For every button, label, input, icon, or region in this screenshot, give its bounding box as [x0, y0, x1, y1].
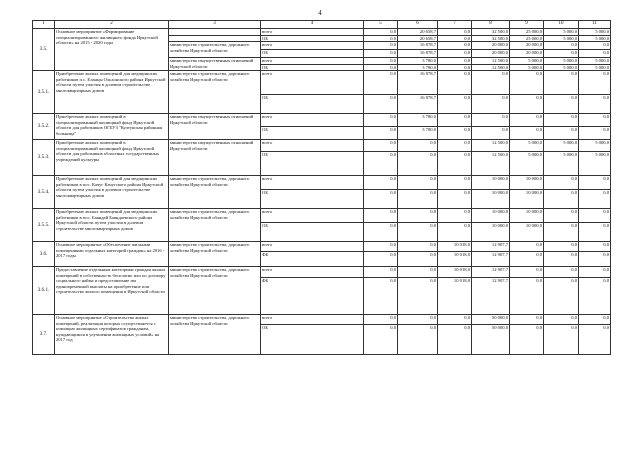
- value-cell: 0,0: [472, 71, 510, 95]
- value-cell: 5 000,0: [544, 140, 579, 152]
- value-cell: 0,0: [472, 127, 510, 140]
- funding-source: ОБ: [261, 190, 364, 209]
- table-row: [33, 267, 611, 278]
- value-cell: 0,0: [364, 176, 398, 190]
- value-cell: 12 500,0: [472, 152, 510, 176]
- value-cell: 20 000,0: [510, 42, 544, 50]
- value-cell: 0,0: [438, 114, 472, 127]
- value-cell: 5 000,0: [510, 152, 544, 176]
- funding-source: всего: [261, 176, 364, 190]
- executor: министерство строительства, дорожного хозяйства Иркутской области: [169, 42, 261, 58]
- value-cell: 0,0: [544, 267, 579, 278]
- value-cell: 0,0: [544, 209, 579, 223]
- value-cell: 0,0: [544, 315, 579, 325]
- value-cell: 10 018,0: [438, 278, 472, 315]
- funding-source: ОБ: [261, 64, 364, 71]
- value-cell: 3 780,0: [398, 58, 438, 65]
- funding-source: ОБ: [261, 152, 364, 176]
- table-row: [33, 176, 611, 190]
- value-cell: 10 000,0: [510, 190, 544, 209]
- value-cell: 0,0: [510, 114, 544, 127]
- header-cell: 3: [169, 21, 261, 29]
- value-cell: 5 000,0: [510, 64, 544, 71]
- value-cell: 0,0: [579, 252, 611, 267]
- value-cell: 3 780,0: [398, 127, 438, 140]
- value-cell: 0,0: [438, 176, 472, 190]
- value-cell: 5 000,0: [544, 152, 579, 176]
- value-cell: 10 000,0: [472, 190, 510, 209]
- value-cell: 20 658,7: [398, 29, 438, 36]
- value-cell: 0,0: [398, 278, 438, 315]
- value-cell: 0,0: [438, 50, 472, 58]
- value-cell: 0,0: [544, 42, 579, 50]
- item-code: 3.6.: [33, 242, 55, 267]
- value-cell: 0,0: [364, 71, 398, 95]
- value-cell: 10 000,0: [472, 223, 510, 242]
- value-cell: 0,0: [544, 95, 579, 114]
- value-cell: 0,0: [398, 209, 438, 223]
- value-cell: 5 000,0: [579, 140, 611, 152]
- value-cell: 0,0: [398, 140, 438, 152]
- funding-source: ОБ: [261, 35, 364, 42]
- value-cell: 5 000,0: [544, 64, 579, 71]
- item-name: Приобретение жилых помещений для медицинских работников в пос. Баяндай Баяндаевского района Иркутской области путем участия в долевом строительстве многоквартирных домов: [55, 209, 169, 242]
- value-cell: 0,0: [364, 95, 398, 114]
- value-cell: 16 878,7: [398, 42, 438, 50]
- value-cell: 10 000,0: [510, 176, 544, 190]
- value-cell: 0,0: [510, 242, 544, 252]
- value-cell: 12 500,0: [472, 58, 510, 65]
- value-cell: 0,0: [398, 152, 438, 176]
- value-cell: 0,0: [438, 42, 472, 50]
- value-cell: 0,0: [579, 267, 611, 278]
- value-cell: 0,0: [364, 190, 398, 209]
- value-cell: 10 018,0: [438, 242, 472, 252]
- table-row: [33, 140, 611, 152]
- value-cell: 0,0: [438, 127, 472, 140]
- funding-source: ОБ: [261, 127, 364, 140]
- value-cell: 10 000,0: [472, 176, 510, 190]
- value-cell: 16 878,7: [398, 95, 438, 114]
- value-cell: 5 000,0: [579, 58, 611, 65]
- value-cell: 20 000,0: [510, 50, 544, 58]
- value-cell: 5 000,0: [579, 64, 611, 71]
- value-cell: 0,0: [510, 278, 544, 315]
- value-cell: 5 000,0: [510, 140, 544, 152]
- executor: министерство строительства, дорожного хозяйства Иркутской области: [169, 242, 261, 267]
- funding-source: ОБ: [261, 50, 364, 58]
- funding-source: всего: [261, 71, 364, 95]
- value-cell: 12 907,7: [472, 278, 510, 315]
- item-name: Предоставление отдельным категориям граждан жилых помещений в собственность бесплатно или по договору социального найма и предоставление им единовременной выплаты на приобретение или строительство жилого помещения в Иркутской области: [55, 267, 169, 315]
- value-cell: 0,0: [579, 223, 611, 242]
- budget-table: [32, 20, 611, 355]
- table-row: [33, 71, 611, 95]
- item-name: Приобретение жилых помещений в специализированный жилищный фонд Иркутской области для работников ОГБУЗ "Култукская районная больница": [55, 114, 169, 140]
- funding-source: всего: [261, 58, 364, 65]
- value-cell: 0,0: [398, 325, 438, 355]
- funding-source: всего: [261, 29, 364, 36]
- value-cell: 0,0: [579, 278, 611, 315]
- value-cell: 5 000,0: [544, 29, 579, 36]
- value-cell: 25 000,0: [510, 29, 544, 36]
- value-cell: 0,0: [510, 325, 544, 355]
- header-cell: 2: [55, 21, 169, 29]
- header-cell: 5: [364, 21, 398, 29]
- value-cell: 0,0: [364, 127, 398, 140]
- table-row: [33, 209, 611, 223]
- header-cell: 6: [398, 21, 438, 29]
- header-row: [33, 21, 611, 29]
- value-cell: 16 878,7: [398, 50, 438, 58]
- item-name: Приобретение жилых помещений в специализированный жилищный фонд Иркутской области для работников областных государственных учреждений культуры: [55, 140, 169, 176]
- funding-source: всего: [261, 267, 364, 278]
- header-cell: 9: [510, 21, 544, 29]
- item-name: Основное мероприятие «Строительство жилых помещений, реализация которых осуществляется с помощью жилищных сертификатов гражданам, нуждающимся в улучшении жилищных условий» на 2017 год: [55, 315, 169, 355]
- value-cell: 10 018,0: [438, 267, 472, 278]
- value-cell: 0,0: [438, 95, 472, 114]
- header-cell: 7: [438, 21, 472, 29]
- value-cell: 3 780,0: [398, 64, 438, 71]
- executor: министерство строительства, дорожного хозяйства Иркутской области: [169, 315, 261, 355]
- value-cell: 20 658,7: [398, 35, 438, 42]
- item-name: Приобретение жилых помещений для медицинских работников в пос. Качуг Качугского района Иркутской области путем участия в долевом строительстве многоквартирных домов: [55, 176, 169, 209]
- value-cell: 0,0: [438, 190, 472, 209]
- value-cell: 0,0: [579, 176, 611, 190]
- value-cell: 0,0: [364, 152, 398, 176]
- value-cell: 0,0: [364, 325, 398, 355]
- value-cell: 0,0: [398, 176, 438, 190]
- value-cell: 0,0: [398, 190, 438, 209]
- value-cell: 0,0: [438, 35, 472, 42]
- page-number: 4: [318, 9, 322, 17]
- value-cell: 12 907,7: [472, 252, 510, 267]
- value-cell: 0,0: [364, 315, 398, 325]
- item-code: 3.5.1.: [33, 71, 55, 114]
- funding-source: всего: [261, 242, 364, 252]
- value-cell: 0,0: [364, 29, 398, 36]
- header-cell: 4: [261, 21, 364, 29]
- value-cell: 0,0: [364, 42, 398, 50]
- value-cell: 0,0: [510, 267, 544, 278]
- header-cell: 10: [544, 21, 579, 29]
- value-cell: 50 000,0: [472, 315, 510, 325]
- value-cell: 0,0: [398, 252, 438, 267]
- value-cell: 25 000,0: [510, 35, 544, 42]
- value-cell: 0,0: [579, 315, 611, 325]
- funding-source: ОБ: [261, 325, 364, 355]
- header-cell: 8: [472, 21, 510, 29]
- value-cell: 0,0: [364, 58, 398, 65]
- value-cell: 32 500,0: [472, 29, 510, 36]
- header-cell: 1: [33, 21, 55, 29]
- executor: министерство строительства, дорожного хозяйства Иркутской области: [169, 71, 261, 114]
- value-cell: 0,0: [398, 315, 438, 325]
- value-cell: 0,0: [510, 95, 544, 114]
- value-cell: 0,0: [398, 267, 438, 278]
- value-cell: 0,0: [510, 127, 544, 140]
- executor: министерство строительства, дорожного хозяйства Иркутской области: [169, 209, 261, 242]
- table-row: [33, 114, 611, 127]
- value-cell: 0,0: [544, 278, 579, 315]
- item-code: 3.6.1.: [33, 267, 55, 315]
- value-cell: 0,0: [438, 71, 472, 95]
- value-cell: 0,0: [438, 325, 472, 355]
- value-cell: 32 500,0: [472, 35, 510, 42]
- value-cell: 16 878,7: [398, 71, 438, 95]
- value-cell: 0,0: [364, 252, 398, 267]
- value-cell: 12 500,0: [472, 140, 510, 152]
- value-cell: 5 000,0: [579, 152, 611, 176]
- value-cell: 0,0: [398, 223, 438, 242]
- executor: министерство имущественных отношений Иркутской области: [169, 114, 261, 140]
- value-cell: 10 018,0: [438, 252, 472, 267]
- value-cell: 0,0: [579, 127, 611, 140]
- value-cell: 5 000,0: [544, 58, 579, 65]
- value-cell: 0,0: [579, 71, 611, 95]
- value-cell: 10 000,0: [510, 223, 544, 242]
- item-code: 3.5.5.: [33, 209, 55, 242]
- value-cell: 0,0: [438, 209, 472, 223]
- value-cell: 10 000,0: [510, 209, 544, 223]
- item-code: 3.5.4.: [33, 176, 55, 209]
- value-cell: 0,0: [364, 278, 398, 315]
- value-cell: 0,0: [438, 223, 472, 242]
- table-row: [33, 242, 611, 252]
- value-cell: 20 000,0: [472, 42, 510, 50]
- item-name: Основное мероприятие «Обеспечение жильыми помещениями отдельных категорий граждан» на 2016 - 2017 годы: [55, 242, 169, 267]
- value-cell: 0,0: [544, 176, 579, 190]
- item-code: 3.5.3.: [33, 140, 55, 176]
- value-cell: 0,0: [364, 114, 398, 127]
- value-cell: 0,0: [544, 190, 579, 209]
- value-cell: 0,0: [579, 325, 611, 355]
- value-cell: 12 907,7: [472, 267, 510, 278]
- value-cell: 5 000,0: [510, 58, 544, 65]
- funding-source: ФБ: [261, 252, 364, 267]
- executor: министерство строительства, дорожного хозяйства Иркутской области: [169, 176, 261, 209]
- value-cell: 0,0: [544, 114, 579, 127]
- value-cell: 0,0: [438, 29, 472, 36]
- funding-source: ОБ: [261, 223, 364, 242]
- value-cell: 0,0: [398, 242, 438, 252]
- funding-source: всего: [261, 140, 364, 152]
- value-cell: 0,0: [544, 71, 579, 95]
- value-cell: 0,0: [364, 209, 398, 223]
- item-name: Основное мероприятие «Формирование специализированного жилищного фонда Иркутской области» на 2015 - 2020 годы: [55, 29, 169, 71]
- value-cell: 0,0: [544, 50, 579, 58]
- value-cell: 0,0: [438, 152, 472, 176]
- value-cell: 0,0: [579, 42, 611, 50]
- value-cell: 12 907,7: [472, 242, 510, 252]
- funding-source: всего: [261, 315, 364, 325]
- item-code: 3.5.: [33, 29, 55, 71]
- value-cell: 0,0: [510, 315, 544, 325]
- value-cell: 0,0: [544, 127, 579, 140]
- header-cell: 11: [579, 21, 611, 29]
- value-cell: 0,0: [544, 242, 579, 252]
- value-cell: 0,0: [438, 140, 472, 152]
- value-cell: 0,0: [510, 71, 544, 95]
- value-cell: 0,0: [364, 140, 398, 152]
- value-cell: 10 000,0: [472, 209, 510, 223]
- value-cell: 0,0: [438, 58, 472, 65]
- value-cell: 5 000,0: [579, 35, 611, 42]
- value-cell: 0,0: [544, 223, 579, 242]
- value-cell: 0,0: [544, 252, 579, 267]
- value-cell: 12 500,0: [472, 64, 510, 71]
- value-cell: 5 000,0: [544, 35, 579, 42]
- executor: министерство имущественных отношений Иркутской области: [169, 58, 261, 71]
- value-cell: 0,0: [364, 64, 398, 71]
- value-cell: 5 000,0: [579, 29, 611, 36]
- value-cell: 0,0: [438, 315, 472, 325]
- value-cell: 0,0: [364, 50, 398, 58]
- value-cell: 20 000,0: [472, 50, 510, 58]
- executor: министерство имущественных отношений Иркутской области: [169, 140, 261, 176]
- value-cell: 0,0: [579, 95, 611, 114]
- value-cell: 0,0: [579, 114, 611, 127]
- funding-source: всего: [261, 209, 364, 223]
- value-cell: 0,0: [364, 223, 398, 242]
- item-code: 3.7.: [33, 315, 55, 355]
- funding-source: ОБ: [261, 95, 364, 114]
- funding-source: всего: [261, 42, 364, 50]
- value-cell: 0,0: [579, 242, 611, 252]
- value-cell: 0,0: [510, 252, 544, 267]
- value-cell: 0,0: [438, 64, 472, 71]
- table-row: [33, 315, 611, 325]
- value-cell: 0,0: [364, 242, 398, 252]
- value-cell: 0,0: [364, 267, 398, 278]
- value-cell: 0,0: [472, 114, 510, 127]
- value-cell: 0,0: [364, 35, 398, 42]
- value-cell: 0,0: [579, 209, 611, 223]
- value-cell: 0,0: [472, 95, 510, 114]
- funding-source: ФБ: [261, 278, 364, 315]
- value-cell: 50 000,0: [472, 325, 510, 355]
- item-code: 3.5.2.: [33, 114, 55, 140]
- executor: министерство строительства, дорожного хозяйства Иркутской области: [169, 267, 261, 315]
- funding-source: всего: [261, 114, 364, 127]
- item-name: Приобретение жилых помещений для медицинских работников п.с. Еланцы Ольхонского района Иркутской области путем участия в долевом строительстве многоквартирных домов: [55, 71, 169, 114]
- value-cell: 0,0: [544, 325, 579, 355]
- value-cell: 0,0: [579, 190, 611, 209]
- value-cell: 0,0: [579, 50, 611, 58]
- value-cell: 3 780,0: [398, 114, 438, 127]
